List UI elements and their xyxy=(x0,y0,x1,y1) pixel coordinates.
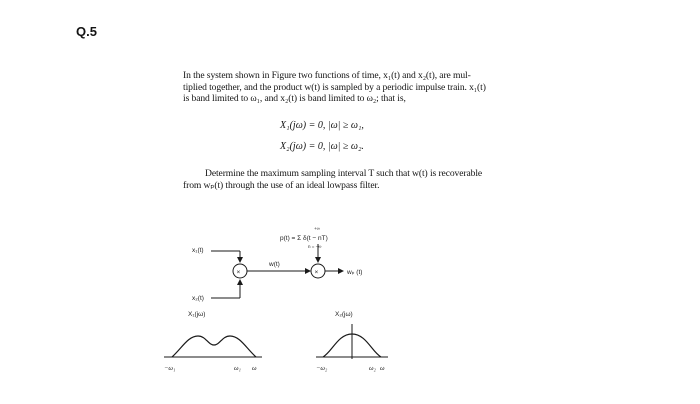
X1-spectrum-label: X₁(jω) xyxy=(188,311,206,318)
X1-spectrum-curve xyxy=(172,336,256,357)
problem-line-5: from wₚ(t) through the use of an ideal lowpass filter. xyxy=(183,179,380,191)
question-number: Q.5 xyxy=(76,24,97,39)
problem-line-2: tiplied together, and the product w(t) is sampled by a periodic impulse train. x₁(t) xyxy=(183,81,486,93)
X1-right-tick: ω₁ xyxy=(234,365,241,372)
equation-x2: X₂(jω) = 0, |ω| ≥ ω₂. xyxy=(280,141,364,152)
X2-right-tick: ω₂ xyxy=(369,365,376,372)
X2-spectrum-label: X₂(jω) xyxy=(335,311,353,318)
X1-axis-label: ω xyxy=(252,365,257,372)
wp-label: wₚ (t) xyxy=(347,269,363,276)
X2-axis-label: ω xyxy=(380,365,385,372)
X1-left-tick: −ω₁ xyxy=(164,365,176,372)
problem-line-1: In the system shown in Figure two functions of time, x₁(t) and x₂(t), are mul- xyxy=(183,70,471,81)
sampler-symbol: × xyxy=(314,269,319,276)
sum-upper-limit: +∞ xyxy=(314,226,320,231)
problem-line-3: is band limited to ω₁, and x₂(t) is band limited to ω₂; that is, xyxy=(183,93,406,105)
w-label: w(t) xyxy=(269,261,280,268)
problem-line-4: Determine the maximum sampling interval T such that w(t) is recoverable xyxy=(205,168,483,179)
multiplier-symbol: × xyxy=(236,269,241,276)
equation-x1: X₁(jω) = 0, |ω| ≥ ω₁, xyxy=(280,120,364,131)
p-label: p(t) = Σ δ(t − nT) xyxy=(280,235,328,242)
sum-lower-limit: n = −∞ xyxy=(308,244,322,249)
x2-label: x₂(t) xyxy=(192,295,204,302)
X2-left-tick: −ω₂ xyxy=(316,365,328,372)
x1-label: x₁(t) xyxy=(192,247,204,254)
